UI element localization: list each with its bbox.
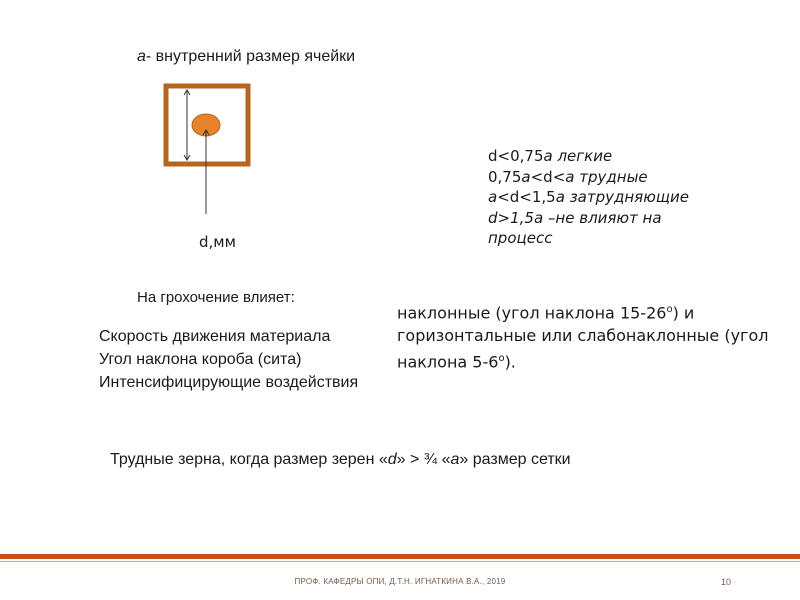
- cell-label-text: - внутренний размер ячейки: [145, 48, 356, 65]
- incline-description: наклонные (угол наклона $15-26^о$) и горизонтальные или слабонаклонные (угол наклона $5-6^о$).: [397, 303, 769, 372]
- diameter-label: d,мм: [199, 233, 236, 251]
- factors-title: На грохочение влияет:: [137, 289, 295, 306]
- footer-author: ПРОФ. КАФЕДРЫ ОПИ, Д.Т.Н. ИГНАТКИНА В.А., 2019: [294, 577, 506, 586]
- factors-list: [99, 325, 358, 394]
- footer-divider: [0, 561, 800, 562]
- cell-size-label: [137, 46, 357, 68]
- class-hard: 0,75a<d<a трудные: [488, 167, 648, 186]
- sieve-cell-diagram: [160, 82, 260, 217]
- footer-accent-bar: [0, 554, 800, 559]
- class-no-effect: d>1,5a –не влияют на процесс: [488, 208, 662, 247]
- class-light: d<0,75a легкие: [488, 147, 613, 165]
- factor-item: Скорость движения материала: [99, 328, 331, 345]
- hard-grains-statement: Трудные зерна, когда размер зерен «d» > ¾ «а» размер сетки: [110, 451, 571, 468]
- a-symbol: а: [137, 48, 146, 65]
- factor-item: Интенсифицирующие воздействия: [99, 374, 359, 391]
- factor-item: Угол наклона короба (сита): [99, 351, 302, 368]
- class-difficult: a<d<1,5a затрудняющие: [488, 188, 689, 206]
- grain-classification: [488, 146, 728, 249]
- page-number: 10: [721, 577, 732, 587]
